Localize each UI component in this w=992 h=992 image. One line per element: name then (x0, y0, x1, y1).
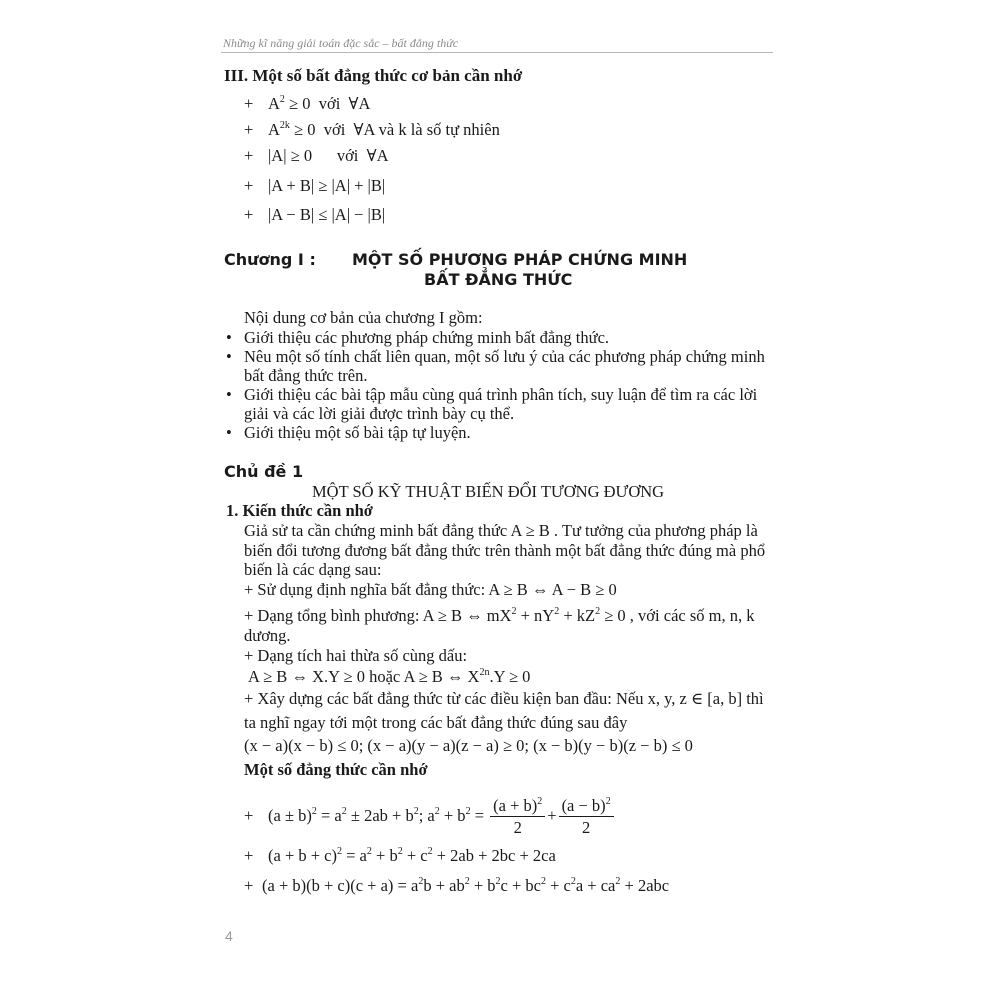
identity-formula: $(a + b + c)^2 = a^2 + b^2 + c^2 + 2ab + 2bc + 2ca$ (268, 846, 556, 865)
topic-label: Chủ đề 1 (224, 462, 304, 481)
plus-marker: + (244, 146, 254, 165)
bullet-item-cont: bất đẳng thức trên. (244, 366, 368, 385)
bullet-item-cont: giải và các lời giải được trình bày cụ thể. (244, 404, 515, 423)
inequality-item (244, 94, 370, 114)
formula: |A − B| ≤ |A| − |B| (268, 205, 386, 224)
identity-formula: $(a \pm b)^2 = a^2 \pm 2ab + b^2$; $a^2 + b^2$ = $\frac{(a + b)^2}{2}$ + $\frac{(a - b)^2}{2}$ (268, 806, 616, 825)
inequality-item (244, 146, 389, 166)
section-3-title: III. Một số bất đẳng thức cơ bản cần nhớ (224, 66, 523, 85)
plus-marker: + (244, 94, 254, 113)
bullet-item: • Giới thiệu một số bài tập tự luyện. (226, 423, 471, 442)
form-sum-squares-cont: dương. (244, 626, 291, 645)
formula-suffix: với ∀A và k là số tự nhiên (315, 120, 500, 139)
chapter-title-line2: BẤT ĐẲNG THỨC (424, 270, 573, 289)
bullet-dot-icon: • (226, 347, 232, 366)
form-build-line: + Xây dựng các bất đẳng thức từ các điều kiện ban đầu: Nếu x, y, z ∈ [a, b] thì (244, 689, 764, 708)
formula-suffix: với ∀A (312, 146, 389, 165)
plus-marker: + (244, 176, 254, 195)
page-number: 4 (225, 928, 233, 944)
plus-marker: + (244, 205, 254, 224)
bullet-item: • Giới thiệu các bài tập mẫu cùng quá trình phân tích, suy luận để tìm ra các lời (226, 385, 758, 404)
subsection-title: 1. Kiến thức cần nhớ (226, 501, 373, 520)
identity-item (244, 876, 669, 896)
paragraph-line: biến là các dạng sau: (244, 560, 382, 579)
form-sum-squares: + Dạng tổng bình phương: A ≥ B ⇔ $mX^2 + nY^2 + kZ^2 \ge 0$ , với các số m, n, k (244, 606, 755, 625)
identity-item (244, 846, 556, 866)
formula: |A| ≥ 0 (268, 146, 313, 165)
plus-marker: + (244, 846, 254, 865)
plus-marker: + (244, 876, 254, 895)
topic-title: MỘT SỐ KỸ THUẬT BIẾN ĐỔI TƯƠNG ĐƯƠNG (312, 482, 665, 501)
bullet-dot-icon: • (226, 385, 232, 404)
chapter-title-line1: MỘT SỐ PHƯƠNG PHÁP CHỨNG MINH (352, 250, 688, 269)
identity-formula: $(a + b)(b + c)(c + a) = a^2b + ab^2 + b^2c + bc^2 + c^2a + ca^2 + 2abc$ (262, 876, 670, 895)
plus-marker: + (244, 806, 254, 826)
form-product-label: + Dạng tích hai thừa số cùng dấu: (244, 646, 468, 665)
form-build-line: ta nghĩ ngay tới một trong các bất đẳng thức đúng sau đây (244, 713, 628, 732)
bullet-dot-icon: • (226, 423, 232, 442)
form-product-formula: A ≥ B ⇔ X.Y ≥ 0 hoặc A ≥ B ⇔ $X^{2n}.Y \ge 0$ (248, 667, 531, 686)
form-definition: + Sử dụng định nghĩa bất đẳng thức: A ≥ B ⇔ A − B ≥ 0 (244, 580, 617, 599)
chapter-intro: Nội dung cơ bản của chương I gồm: (244, 308, 483, 327)
inequality-item (244, 205, 385, 225)
plus-marker: + (244, 120, 254, 139)
paragraph-line: Giả sử ta cần chứng minh bất đẳng thức A ≥ B . Tư tưởng của phương pháp là (244, 521, 758, 540)
form-build-formula: (x − a)(x − b) ≤ 0; (x − a)(y − a)(z − a) ≥ 0; (x − b)(y − b)(z − b) ≤ 0 (244, 736, 693, 755)
inequality-item (244, 120, 500, 140)
bullet-item: • Nêu một số tính chất liên quan, một số lưu ý của các phương pháp chứng minh (226, 347, 765, 366)
inequality-item (244, 176, 385, 196)
identities-title: Một số đẳng thức cần nhớ (244, 760, 428, 779)
identity-item (244, 796, 616, 839)
running-header: Những kĩ năng giải toán đặc sắc – bất đẳng thức (223, 36, 459, 50)
header-divider (221, 52, 773, 53)
formula: $A^{2k} \ge 0$ (268, 120, 316, 139)
formula-suffix: với ∀A (310, 94, 371, 113)
bullet-dot-icon: • (226, 328, 232, 347)
bullet-item: • Giới thiệu các phương pháp chứng minh bất đẳng thức. (226, 328, 610, 347)
formula: |A + B| ≥ |A| + |B| (268, 176, 386, 195)
paragraph-line: biến đổi tương đương bất đẳng thức trên thành một bất đẳng thức đúng mà phổ (244, 541, 766, 560)
formula: $A^2 \ge 0$ (268, 94, 311, 113)
chapter-label: Chương I : (224, 250, 316, 269)
